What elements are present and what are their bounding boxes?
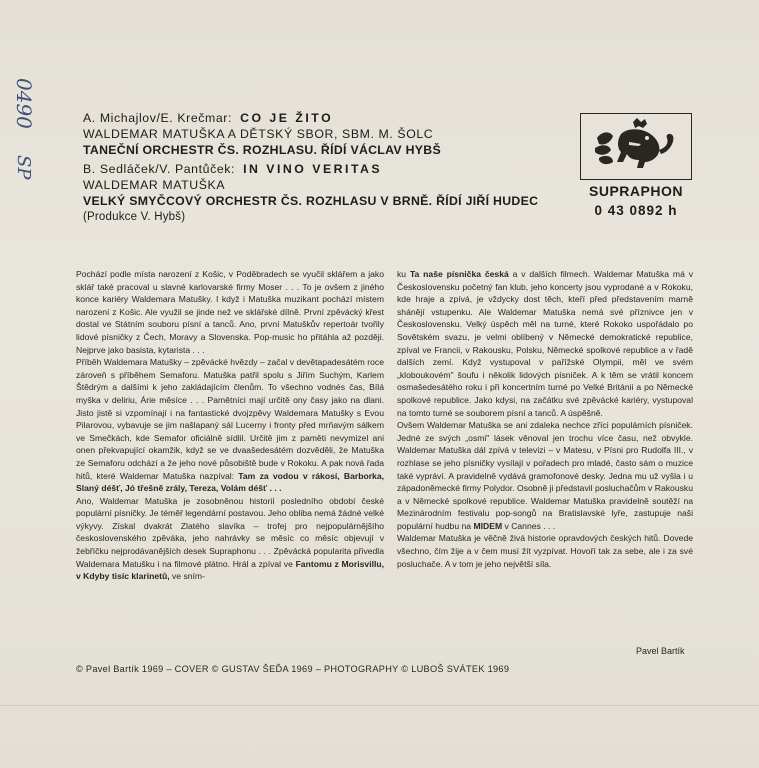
author-signature: Pavel Bartík: [636, 646, 685, 656]
side-b-performer: WALDEMAR MATUŠKA: [83, 178, 226, 192]
handwritten-prefix-note: SP: [13, 155, 34, 180]
liner-text: Ano, Waldemar Matuška je zosobněnou historií posledního období české populární písničky. Je téměř legendární postavou. Jeho obliba nemá žádné velké výkyvy. Získal dvakrát Zlatého slavíka – trofej pro nejpopulárnějšího československého zpěváka, jeho nahrávky se měsíc co měsíc objevují v žebříčku nejprodávanějších desek Supraphonu . . . Zpěvácká popularita přivedla Waldemara Matušku i na filmové plátno. Hrál a zpíval ve: [76, 495, 384, 569]
liner-notes-left-column: [76, 268, 384, 583]
hit-list: Tam za vodou v rákosí, Barborka, Slaný déšť, Jó třešně zrály, Tereza, Volám déšť . . .: [76, 470, 384, 494]
catalog-number: 0 43 0892 h: [594, 203, 678, 218]
production-credit: (Produkce V. Hybš): [83, 211, 186, 223]
credit-line-side-b: [83, 161, 553, 177]
liner-paragraph: [76, 356, 384, 495]
side-b-authors: B. Sedláček/V. Pantůček:: [83, 162, 236, 176]
side-a-performers: WALDEMAR MATUŠKA A DĚTSKÝ SBOR, SBM. M. ŠOLC: [83, 127, 434, 141]
liner-text: Příběh Waldemara Matušky – zpěvácké hvězdy – začal v devětapadesátém roce zároveň s příběhem Semaforu. Matuška patřil spolu s Jiřím Suchým, Karlem Štědrým a dalšími k jeho zakládajícím členům. To všechno vodnés čas, Bílá myška v deliriu, Árie měsíce . . . Pamětníci mají určitě ony časy jako na dlani. Jisto jistě si vzpomínají i na fantastické dvojzpěvy Waldemara Matušky s Evou Pilarovou, vybavuje se jim našlapaný sál Lucerny i fronty před mrňavým sálkem ve Smečkách, kde Semafor oficiálně sídlil. Určitě jim z paměti nevymizel ani onen překvapující okamžik, když se ve dvaašedesátém dozvěděli, že Matuška ze Semaforu odchází a že jeho nové působiště bude v Rokoku. A pak nová řada hitů, které Waldemar Matuška nazpíval:: [76, 357, 384, 481]
copyright-line: © Pavel Bartík 1969 – COVER © GUSTAV ŠEĎA 1969 – PHOTOGRAPHY © LUBOŠ SVÁTEK 1969: [76, 664, 510, 674]
film-title: Ta naše písnička česká: [409, 269, 509, 279]
midem-label: MIDEM: [473, 520, 503, 531]
sleeve-fold-line: [0, 705, 759, 706]
film-titles: Fantomu z Morisvillu, v Kdyby tisíc klarinetů,: [76, 558, 385, 582]
track-credits: [83, 110, 553, 225]
liner-paragraph: Pochází podle místa narození z Košic, v Poděbradech se vyučil sklářem a jako sklář také pracoval u slavné karlovarské firmy Moser . . . To je ovšem z jiného konce kariéry Waldemara Matušky. I když i Matuška muzikant pochází místem narození z Košic. Ale využil se jinde než ve sklářské dílně. První zpěvácký křest dostal ve Státním souboru písní a tanců. Ano, první Matuškův repertoár tvořily lidové písničky z Čech, Moravy a Slovenska. Pop-music ho přitáhla až později. Nejprve jako basista, kytarista . . .: [76, 269, 384, 355]
side-a-orchestra: TANEČNÍ ORCHESTR ČS. ROZHLASU. ŘÍDÍ VÁCLAV HYBŠ: [83, 143, 441, 157]
side-a-title: CO JE ŽITO: [240, 111, 334, 125]
liner-paragraph: Waldemar Matuška je věčně živá historie opravdových českých hitů. Dovede všechno, čím žije a v čem musí žít vyzpívat. Hovoří tak za sebe, ale i za své posluchače. A v tom je jeho největší síla.: [397, 533, 693, 569]
liner-paragraph: [76, 495, 384, 583]
liner-paragraph: [397, 419, 693, 532]
liner-text: ku: [397, 269, 407, 279]
liner-notes-right-column: [397, 268, 693, 570]
liner-text: a v dalších filmech. Waldemar Matuška má v Československu početný fan klub, jeho koncerty jsou vyprodané a v Rokoku, kde hraje a zpívá, je vždycky dost těch, kteří před představením marně shánějí vstupenku. Ale Waldemar Matuška nemá své příznivce jen v Československu. Velký úspěch měl na turné, které Rokoko uspořádalo po Sovětském svazu, je velmi oblíbený v Německé demokratické republice, zpíval ve Francii, v Rakousku, Polsku, Německé spolkové republice a v řadě dalších zemí. Když vystupoval v pařížské Olympii, měl ve svém „kloboukovém" šoufu i několik lidových písniček. A k těm se vrátil koncem osmašedesátého roku i při koncertním turné po Velké Británii a po Německé spolkové republice. Jako kdysi, na začátku své zpěvácké kariéry, vystupoval na tomto turné se souborem písní a tanců. A úspěšně.: [397, 269, 694, 418]
liner-paragraph: [397, 268, 693, 419]
liner-text: ve sním-: [172, 571, 205, 582]
liner-text: Ovšem Waldemar Matuška se ani zdaleka nechce zříci populárních písniček. Jedné ze svých „osmi" lásek věnoval jen trochu více času, než obvykle. Waldemar Matuška dál zpívá v televizi – v Matesu, v Písni pro Rudolfa III., v rozhlase se jeho písničky vysílají v pořadech pro mladé, často sám o muzice také vypráví. A pravidelně vydává gramofonové desky. Jedna mu už vyšla i u západoněmecké firmy Polydor. Osobně ji představil posluchačům v Rakousku a v Německé spolkové republice. Waldemar Matuška pravidelně soutěží na Mezinárodním festivalu pop-songů na Bratislavské lyře, zastupuje naši populární hudbu na: [397, 420, 693, 531]
side-b-title: IN VINO VERITAS: [243, 162, 383, 176]
liner-text: v Cannes . . .: [504, 520, 556, 531]
side-b-orchestra: VELKÝ SMYČCOVÝ ORCHESTR ČS. ROZHLASU V BRNĚ. ŘÍDÍ JIŘÍ HUDEC: [83, 194, 539, 208]
label-brand: SUPRAPHON: [589, 183, 683, 199]
side-a-authors: A. Michajlov/E. Krečmar:: [83, 111, 233, 125]
supraphon-lion-logo-icon: [580, 113, 692, 180]
credit-line-side-a: [83, 110, 553, 126]
handwritten-catalog-note: 0490: [12, 78, 36, 129]
